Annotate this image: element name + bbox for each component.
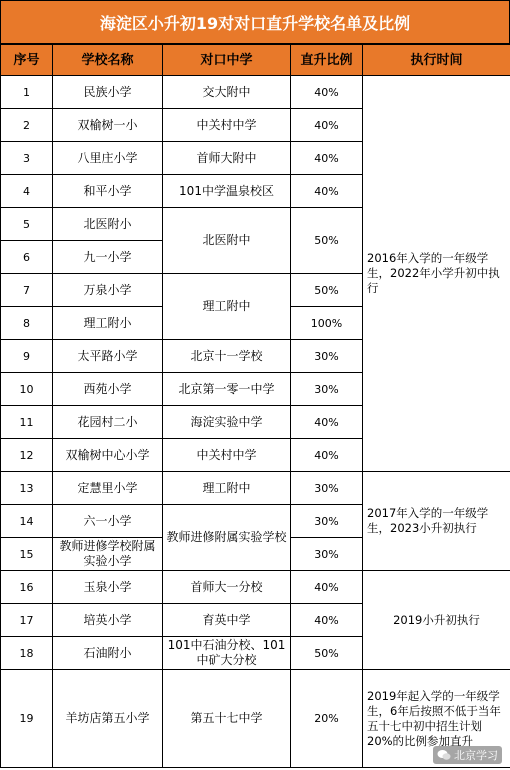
row-ratio: 40%	[291, 406, 363, 439]
row-school: 八里庄小学	[53, 142, 163, 175]
row-no: 5	[1, 208, 53, 241]
row-no: 17	[1, 604, 53, 637]
row-no: 15	[1, 538, 53, 571]
row-school: 双榆树中心小学	[53, 439, 163, 472]
row-ratio: 50%	[291, 274, 363, 307]
row-school: 民族小学	[53, 76, 163, 109]
row-middle: 101中石油分校、101中矿大分校	[163, 637, 291, 670]
row-no: 2	[1, 109, 53, 142]
table-header-row	[1, 45, 510, 76]
header-middle: 对口中学	[163, 45, 291, 76]
row-ratio: 30%	[291, 472, 363, 505]
row-middle: 教师进修附属实验学校	[163, 505, 291, 571]
header-no: 序号	[1, 45, 53, 76]
wechat-icon	[437, 749, 451, 761]
row-school: 六一小学	[53, 505, 163, 538]
row-no: 1	[1, 76, 53, 109]
row-ratio: 30%	[291, 505, 363, 538]
row-middle: 第五十七中学	[163, 670, 291, 768]
watermark-text: 北京学习	[454, 749, 498, 762]
row-ratio: 100%	[291, 307, 363, 340]
row-school: 羊坊店第五小学	[53, 670, 163, 768]
header-time: 执行时间	[363, 45, 510, 76]
row-ratio: 40%	[291, 439, 363, 472]
row-middle: 101中学温泉校区	[163, 175, 291, 208]
row-middle: 理工附中	[163, 274, 291, 340]
header-school: 学校名称	[53, 45, 163, 76]
school-table	[0, 44, 510, 768]
row-school: 九一小学	[53, 241, 163, 274]
row-middle: 北医附中	[163, 208, 291, 274]
row-school: 太平路小学	[53, 340, 163, 373]
row-no: 16	[1, 571, 53, 604]
row-middle: 交大附中	[163, 76, 291, 109]
row-middle: 北京第一零一中学	[163, 373, 291, 406]
row-middle: 首师大附中	[163, 142, 291, 175]
row-no: 6	[1, 241, 53, 274]
row-no: 11	[1, 406, 53, 439]
row-middle: 理工附中	[163, 472, 291, 505]
row-school: 北医附小	[53, 208, 163, 241]
row-no: 13	[1, 472, 53, 505]
row-no: 12	[1, 439, 53, 472]
row-middle: 中关村中学	[163, 439, 291, 472]
row-school: 双榆树一小	[53, 109, 163, 142]
row-ratio: 40%	[291, 604, 363, 637]
row-ratio: 50%	[291, 637, 363, 670]
table-row	[1, 571, 510, 604]
row-no: 14	[1, 505, 53, 538]
note-group-3: 2019小升初执行	[363, 571, 510, 670]
row-school: 石油附小	[53, 637, 163, 670]
row-school: 定慧里小学	[53, 472, 163, 505]
page-title: 海淀区小升初19对对口直升学校名单及比例	[0, 0, 510, 44]
row-school: 和平小学	[53, 175, 163, 208]
row-middle: 海淀实验中学	[163, 406, 291, 439]
row-no: 4	[1, 175, 53, 208]
row-no: 8	[1, 307, 53, 340]
row-school: 西苑小学	[53, 373, 163, 406]
header-ratio: 直升比例	[291, 45, 363, 76]
row-no: 3	[1, 142, 53, 175]
row-ratio: 30%	[291, 538, 363, 571]
row-school: 培英小学	[53, 604, 163, 637]
watermark	[433, 746, 502, 764]
row-school: 花园村二小	[53, 406, 163, 439]
row-ratio: 40%	[291, 109, 363, 142]
table-row	[1, 76, 510, 109]
row-ratio: 30%	[291, 373, 363, 406]
row-ratio: 40%	[291, 571, 363, 604]
row-no: 18	[1, 637, 53, 670]
table-row	[1, 472, 510, 505]
row-middle: 首师大一分校	[163, 571, 291, 604]
row-middle: 中关村中学	[163, 109, 291, 142]
row-no: 9	[1, 340, 53, 373]
row-no: 7	[1, 274, 53, 307]
row-school: 教师进修学校附属实验小学	[53, 538, 163, 571]
row-ratio: 40%	[291, 142, 363, 175]
row-school: 万泉小学	[53, 274, 163, 307]
row-ratio: 40%	[291, 76, 363, 109]
row-middle: 北京十一学校	[163, 340, 291, 373]
row-no: 10	[1, 373, 53, 406]
row-no: 19	[1, 670, 53, 768]
row-school: 理工附小	[53, 307, 163, 340]
row-ratio: 30%	[291, 340, 363, 373]
note-group-1: 2016年入学的一年级学生，2022年小学升初中执行	[363, 76, 510, 472]
row-school: 玉泉小学	[53, 571, 163, 604]
row-ratio: 50%	[291, 208, 363, 274]
note-group-4: 2019年起入学的一年级学生，6年后按照不低于当年五十七中初中招生计划20%的比例参加直升	[363, 670, 510, 768]
row-middle: 育英中学	[163, 604, 291, 637]
note-group-2: 2017年入学的一年级学生，2023小升初执行	[363, 472, 510, 571]
row-ratio: 40%	[291, 175, 363, 208]
row-ratio: 20%	[291, 670, 363, 768]
